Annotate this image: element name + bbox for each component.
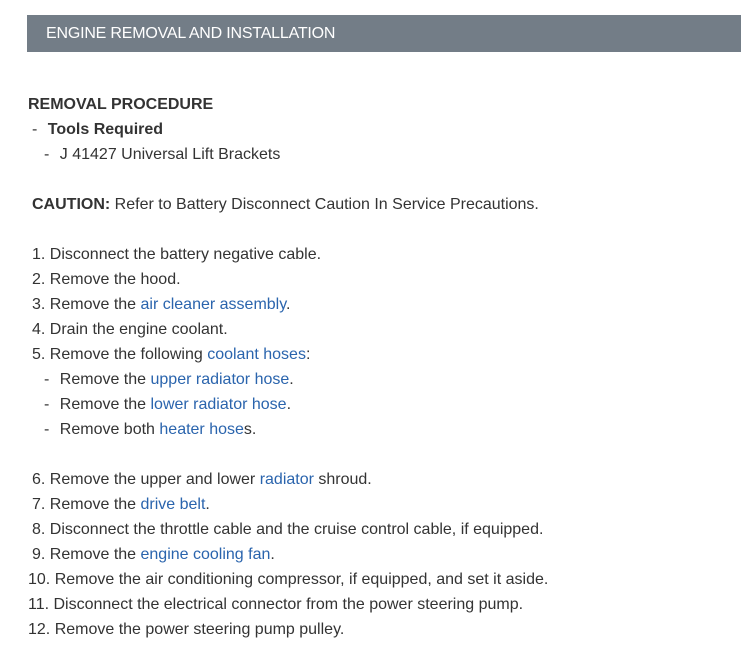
substep-end: . [289,371,294,388]
substep-text: Remove both [59,421,160,438]
tools-required-row [28,117,733,142]
step-12: 12. Remove the power steering pump pulley. [28,621,345,638]
procedure-heading: REMOVAL PROCEDURE [28,96,214,113]
bullet-dash: - [44,396,50,413]
bullet-dash: - [32,121,38,138]
upper-radiator-hose-link[interactable]: upper radiator hose [150,371,290,388]
coolant-hoses-link[interactable]: coolant hoses [207,346,306,363]
step-7-end: . [205,496,210,513]
step-11: 11. Disconnect the electrical connector from the power steering pump. [28,596,524,613]
step-1: 1. Disconnect the battery negative cable. [32,246,322,263]
step-5 [28,342,733,367]
step-5-end: : [305,346,311,363]
step-9 [28,542,733,567]
engine-cooling-fan-link[interactable]: engine cooling fan [140,546,271,563]
substep-end: . [286,396,292,413]
step-9-text: 9. Remove the [32,546,141,563]
step-3 [28,292,733,317]
substep-end: s. [243,421,257,438]
bullet-dash: - [44,421,50,438]
step-5-substep-upper [28,367,733,392]
step-9-end: . [270,546,275,563]
caution-note [28,192,733,217]
step-5-substep-lower [28,392,733,417]
step-4: 4. Drain the engine coolant. [32,321,228,338]
tool-item [28,142,733,167]
step-7-text: 7. Remove the [32,496,141,513]
substep-text: Remove the [59,396,151,413]
step-6-text: 6. Remove the upper and lower [32,471,260,488]
tool-item-text: J 41427 Universal Lift Brackets [59,146,281,163]
heater-hose-link[interactable]: heater hose [159,421,244,438]
step-6-end: shroud. [313,471,372,488]
substep-text: Remove the [59,371,151,388]
bullet-dash: - [44,371,50,388]
radiator-link[interactable]: radiator [259,471,314,488]
step-6 [28,467,733,492]
bullet-dash: - [44,146,50,163]
step-7 [28,492,733,517]
step-5-substep-heater [28,417,733,442]
step-3-text: 3. Remove the [32,296,141,313]
drive-belt-link[interactable]: drive belt [140,496,206,513]
caution-text: Refer to Battery Disconnect Caution In Service Precautions. [114,196,539,213]
tools-required-label: Tools Required [47,121,164,138]
document-body [28,92,733,642]
step-10: 10. Remove the air conditioning compressor, if equipped, and set it aside. [28,571,549,588]
step-8: 8. Disconnect the throttle cable and the cruise control cable, if equipped. [32,521,544,538]
air-cleaner-assembly-link[interactable]: air cleaner assembly [140,296,287,313]
step-2: 2. Remove the hood. [32,271,181,288]
page-title: ENGINE REMOVAL AND INSTALLATION [46,24,336,42]
lower-radiator-hose-link[interactable]: lower radiator hose [150,396,287,413]
caution-label: CAUTION: [32,196,111,213]
step-5-text: 5. Remove the following [32,346,208,363]
step-3-end: . [286,296,291,313]
section-header-bar [27,15,741,52]
